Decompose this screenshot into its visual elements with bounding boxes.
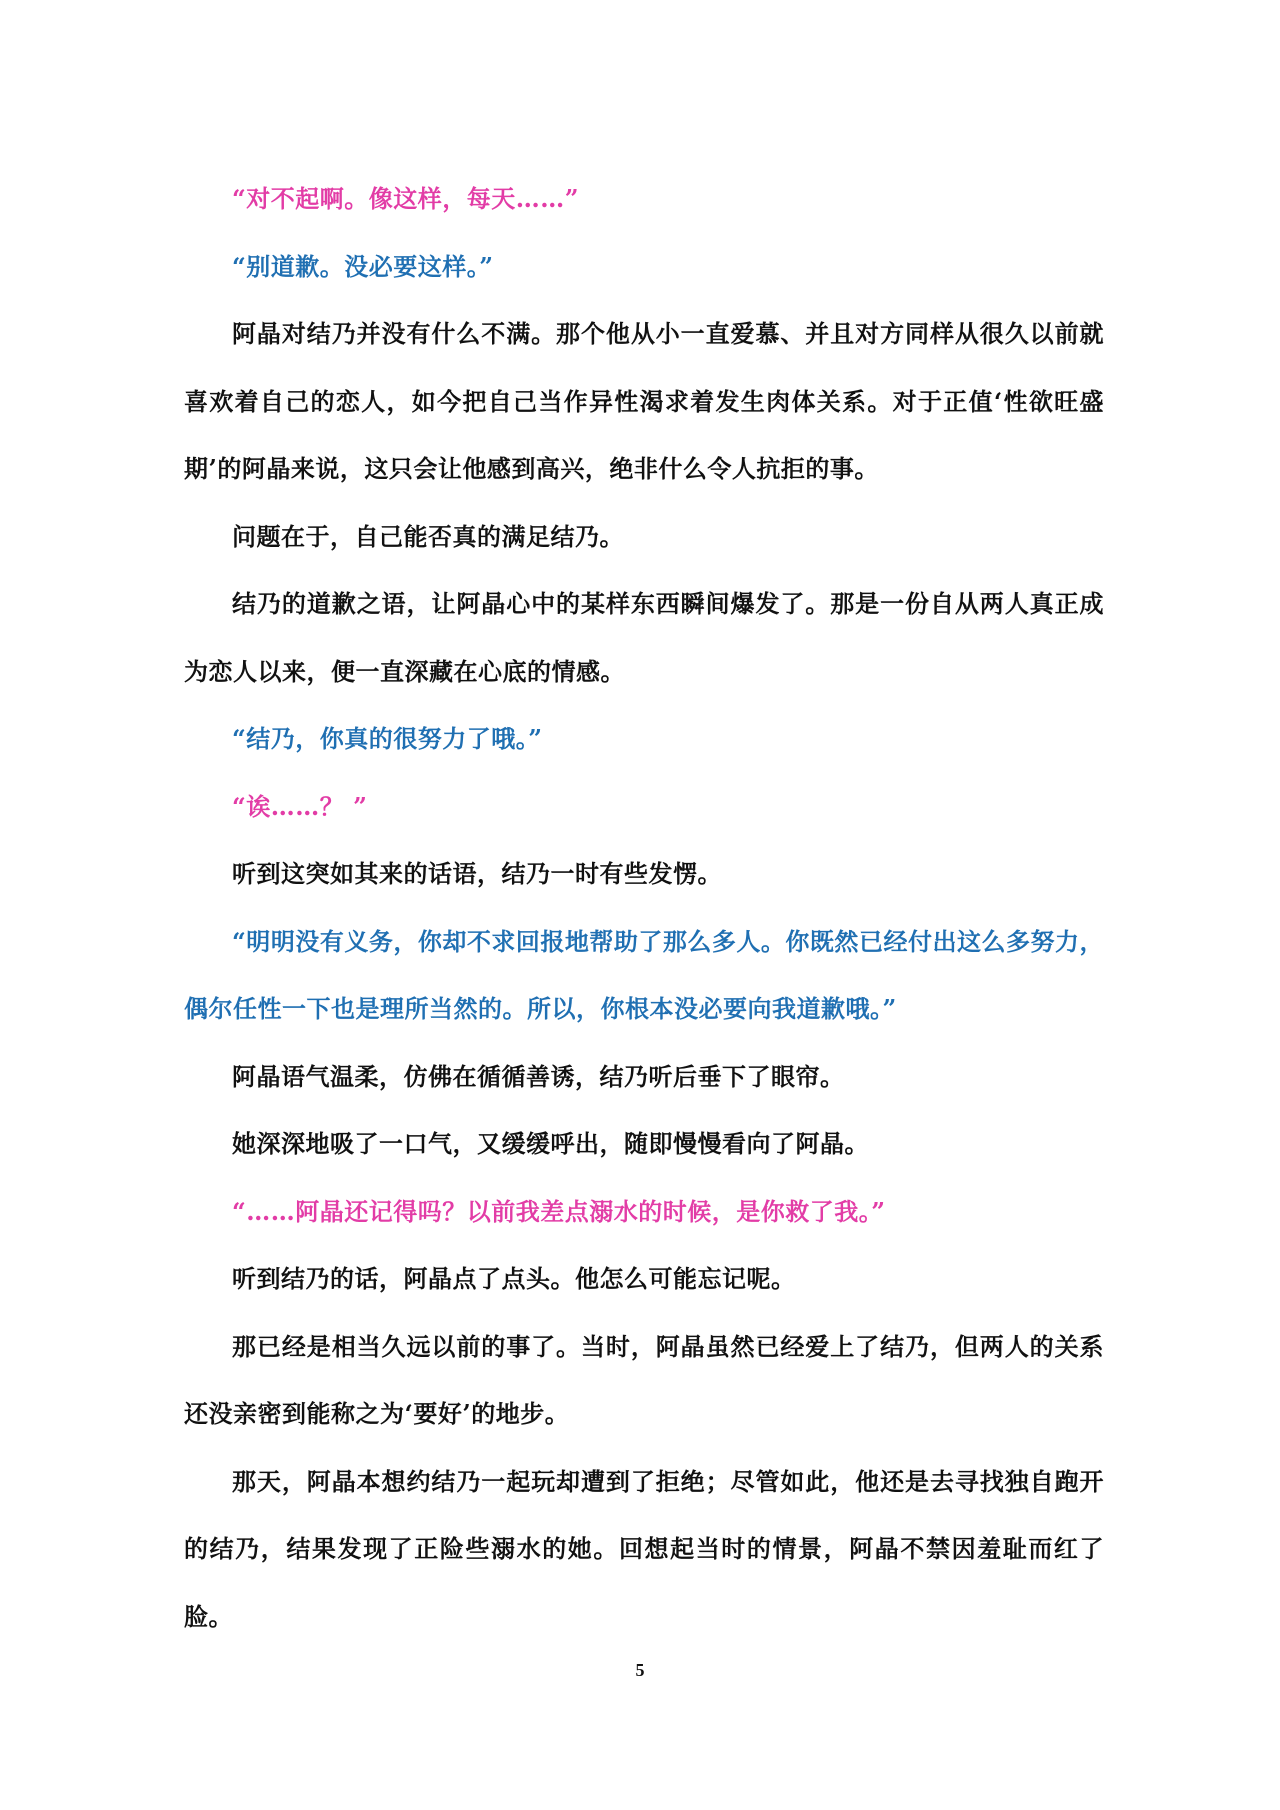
dialogue-yuno: “诶……？ ” [232,791,368,821]
dialogue-yuno: “对不起啊。像这样，每天……” [232,184,580,213]
narration-paragraph: 结乃的道歉之语，让阿晶心中的某样东西瞬间爆发了。那是一份自从两人真正成为恋人以来，便一直深藏在心底的情感。 [184,589,1104,686]
narration-paragraph: 听到这突如其来的话语，结乃一时有些发愣。 [232,859,722,888]
narration-paragraph: 那已经是相当久远以前的事了。当时，阿晶虽然已经爱上了结乃，但两人的关系还没亲密到能称之为‘要好’的地步。 [184,1331,1104,1428]
page-number: 5 [635,1660,645,1680]
body-text [184,165,1104,1650]
dialogue-akira: “明明没有义务，你却不求回报地帮助了那么多人。你既然已经付出这么多努力，偶尔任性一下也是理所当然的。所以，你根本没必要向我道歉哦。” [184,926,1104,1023]
dialogue-akira: “结乃，你真的很努力了哦。” [232,724,543,753]
dialogue-akira: “别道歉。没必要这样。” [232,251,494,281]
narration-paragraph: 听到结乃的话，阿晶点了点头。他怎么可能忘记呢。 [232,1264,796,1293]
narration-paragraph: 阿晶语气温柔，仿佛在循循善诱，结乃听后垂下了眼帘。 [232,1061,845,1091]
dialogue-yuno: “……阿晶还记得吗？以前我差点溺水的时候，是你救了我。” [232,1196,886,1226]
narration-paragraph: 问题在于，自己能否真的满足结乃。 [232,521,624,551]
narration-paragraph: 她深深地吸了一口气，又缓缓呼出，随即慢慢看向了阿晶。 [232,1129,869,1158]
narration-paragraph: 那天，阿晶本想约结乃一起玩却遭到了拒绝；尽管如此，他还是去寻找独自跑开的结乃，结果发现了正险些溺水的她。回想起当时的情景，阿晶不禁因羞耻而红了脸。 [184,1466,1104,1631]
narration-paragraph: 阿晶对结乃并没有什么不满。那个他从小一直爱慕、并且对方同样从很久以前就喜欢着自己的恋人，如今把自己当作异性渴求着发生肉体关系。对于正值‘性欲旺盛期’的阿晶来说，这只会让他感到高兴，绝非什么令人抗拒的事。 [184,319,1104,483]
